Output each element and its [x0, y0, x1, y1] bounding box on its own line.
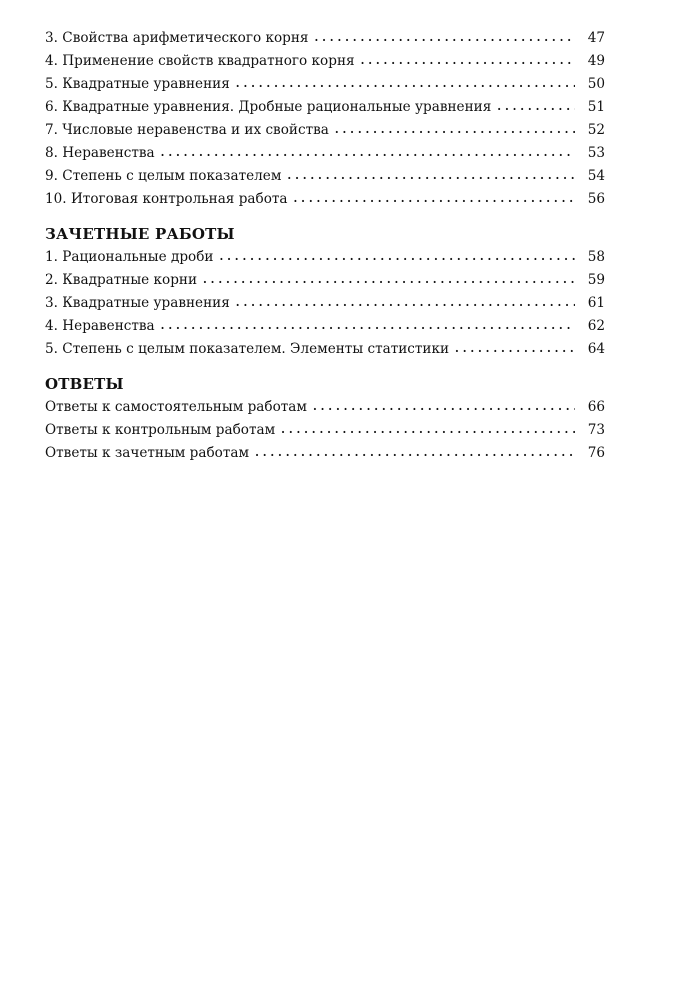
toc-entry-page: 50 — [587, 76, 605, 92]
dot-leader — [255, 441, 575, 464]
toc-entry-page: 53 — [587, 145, 605, 161]
toc-entry-title: 6. Квадратные уравнения. Дробные рациональные уравнения — [45, 99, 492, 115]
toc-entry-title: Ответы к контрольным работам — [45, 422, 276, 438]
toc-entry — [45, 142, 605, 165]
toc-entry-page: 52 — [587, 122, 605, 138]
toc-entry — [45, 315, 605, 338]
toc-entry-title: Ответы к зачетным работам — [45, 445, 250, 461]
toc-entry-title: 7. Числовые неравенства и их свойства — [45, 122, 329, 138]
toc-entry — [45, 442, 605, 465]
dot-leader — [161, 141, 575, 164]
dot-leader — [236, 72, 575, 95]
dot-leader — [314, 26, 575, 49]
toc-entry-page: 59 — [587, 272, 605, 288]
dot-leader — [281, 418, 575, 441]
dot-leader — [203, 268, 575, 291]
toc-entry-page: 58 — [587, 249, 605, 265]
toc-entry-title: 5. Квадратные уравнения — [45, 76, 230, 92]
toc-entry-title: 5. Степень с целым показателем. Элементы статистики — [45, 341, 450, 357]
toc-entry-page: 56 — [587, 191, 605, 207]
dot-leader — [236, 291, 575, 314]
toc-entry-page: 64 — [587, 341, 605, 357]
toc-entry — [45, 246, 605, 269]
toc-entry-title: 2. Квадратные корни — [45, 272, 198, 288]
section-heading-answers: ОТВЕТЫ — [45, 375, 124, 393]
toc-entry-page: 73 — [587, 422, 605, 438]
toc-entry-title: 9. Степень с целым показателем — [45, 168, 282, 184]
toc-entry — [45, 119, 605, 142]
toc-entry-title: 3. Квадратные уравнения — [45, 295, 230, 311]
toc-entry-page: 54 — [587, 168, 605, 184]
dot-leader — [335, 118, 575, 141]
dot-leader — [313, 395, 575, 418]
dot-leader — [497, 95, 575, 118]
dot-leader — [455, 337, 575, 360]
dot-leader — [294, 187, 575, 210]
toc-entry — [45, 188, 605, 211]
toc-entry-page: 51 — [587, 99, 605, 115]
toc-entry-page: 61 — [587, 295, 605, 311]
toc-entry — [45, 338, 605, 361]
table-of-contents — [45, 27, 605, 465]
toc-entry-page: 49 — [587, 53, 605, 69]
section-heading-credit-works: ЗАЧЕТНЫЕ РАБОТЫ — [45, 225, 235, 243]
toc-entry-title: Ответы к самостоятельным работам — [45, 399, 307, 415]
toc-entry-title: 10. Итоговая контрольная работа — [45, 191, 288, 207]
dot-leader — [161, 314, 575, 337]
toc-entry-page: 76 — [587, 445, 605, 461]
dot-leader — [361, 49, 575, 72]
toc-entry-title: 4. Неравенства — [45, 318, 155, 334]
toc-entry-page: 62 — [587, 318, 605, 334]
toc-entry-page: 47 — [587, 30, 605, 46]
dot-leader — [287, 164, 575, 187]
toc-entry — [45, 73, 605, 96]
dot-leader — [219, 245, 575, 268]
toc-entry — [45, 292, 605, 315]
toc-entry — [45, 396, 605, 419]
toc-entry — [45, 165, 605, 188]
toc-entry-title: 4. Применение свойств квадратного корня — [45, 53, 355, 69]
toc-entry — [45, 27, 605, 50]
toc-entry — [45, 96, 605, 119]
toc-entry-title: 3. Свойства арифметического корня — [45, 30, 309, 46]
toc-entry — [45, 50, 605, 73]
toc-entry-title: 8. Неравенства — [45, 145, 155, 161]
toc-entry-page: 66 — [587, 399, 605, 415]
toc-entry — [45, 419, 605, 442]
toc-entry-title: 1. Рациональные дроби — [45, 249, 214, 265]
toc-entry — [45, 269, 605, 292]
